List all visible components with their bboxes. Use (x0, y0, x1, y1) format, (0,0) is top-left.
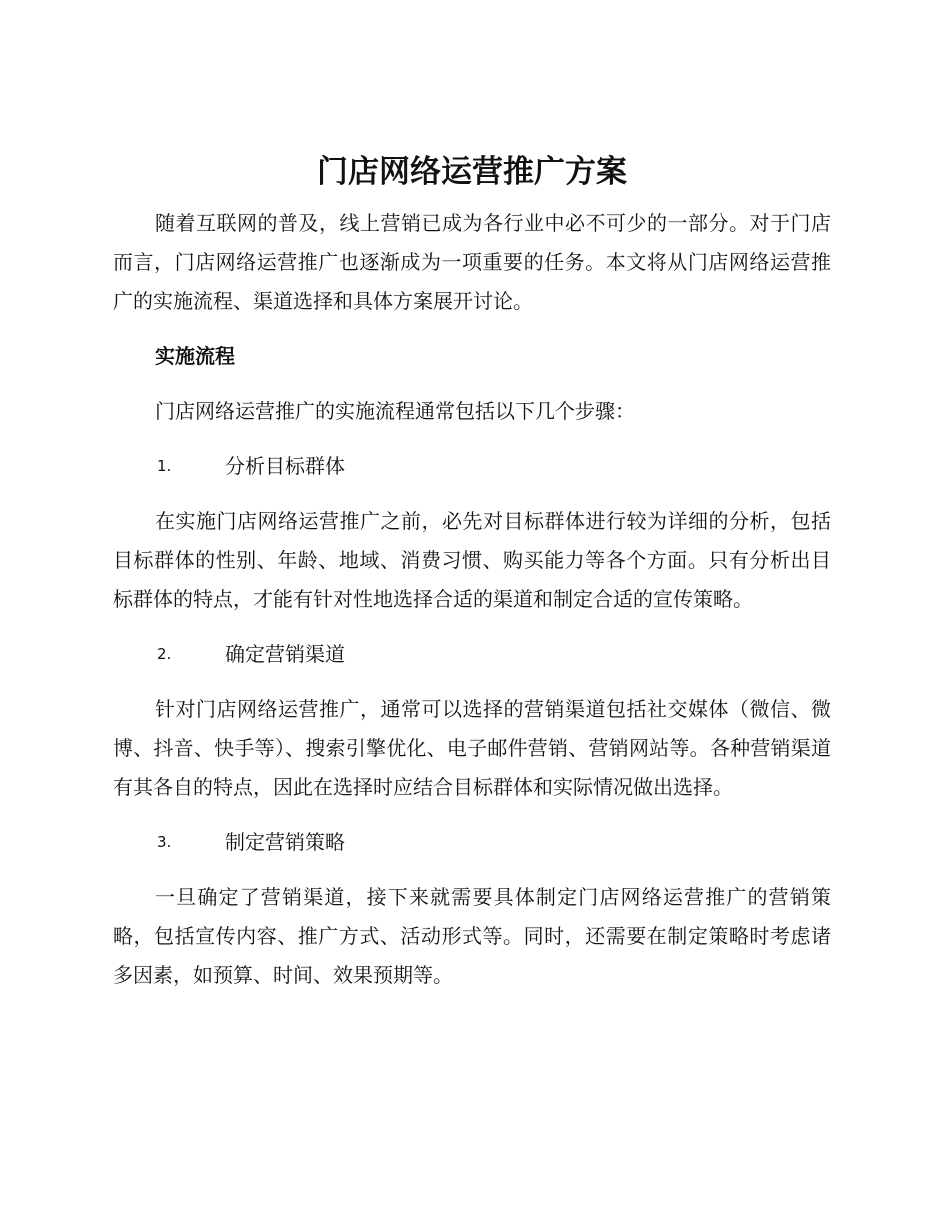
step-number: 1. (157, 457, 172, 475)
step-title: 制定营销策略 (225, 830, 345, 854)
section-heading: 实施流程 (155, 344, 235, 368)
step-number: 2. (157, 645, 172, 663)
step-number: 3. (157, 833, 172, 851)
step-heading-2 (113, 635, 831, 674)
document-body (113, 150, 831, 995)
section-lead: 门店网络运营推广的实施流程通常包括以下几个步骤： (155, 399, 635, 423)
intro-paragraph: 随着互联网的普及，线上营销已成为各行业中必不可少的一部分。对于门店而言，门店网络运营推广也逐渐成为一项重要的任务。本文将从门店网络运营推广的实施流程、渠道选择和具体方案展开讨论。 (113, 211, 831, 313)
step-title: 确定营销渠道 (225, 642, 345, 666)
step-body-2: 针对门店网络运营推广，通常可以选择的营销渠道包括社交媒体（微信、微博、抖音、快手等）、搜索引擎优化、电子邮件营销、营销网站等。各种营销渠道有其各自的特点，因此在选择时应结合目标群体和实际情况做出选择。 (113, 697, 831, 799)
step-body-1: 在实施门店网络运营推广之前，必先对目标群体进行较为详细的分析，包括目标群体的性别、年龄、地域、消费习惯、购买能力等各个方面。只有分析出目标群体的特点，才能有针对性地选择合适的渠道和制定合适的宣传策略。 (113, 509, 831, 611)
spacer (113, 619, 831, 635)
step-heading-1 (113, 447, 831, 486)
spacer (113, 321, 831, 337)
document-title: 门店网络运营推广方案 (317, 154, 627, 190)
step-heading-3 (113, 823, 831, 862)
step-title: 分析目标群体 (225, 454, 345, 478)
spacer (113, 486, 831, 502)
spacer (113, 862, 831, 878)
spacer (113, 674, 831, 690)
spacer (113, 431, 831, 447)
spacer (113, 376, 831, 392)
spacer (113, 807, 831, 823)
step-body-3: 一旦确定了营销渠道，接下来就需要具体制定门店网络运营推广的营销策略，包括宣传内容、推广方式、活动形式等。同时，还需要在制定策略时考虑诸多因素，如预算、时间、效果预期等。 (113, 885, 831, 987)
